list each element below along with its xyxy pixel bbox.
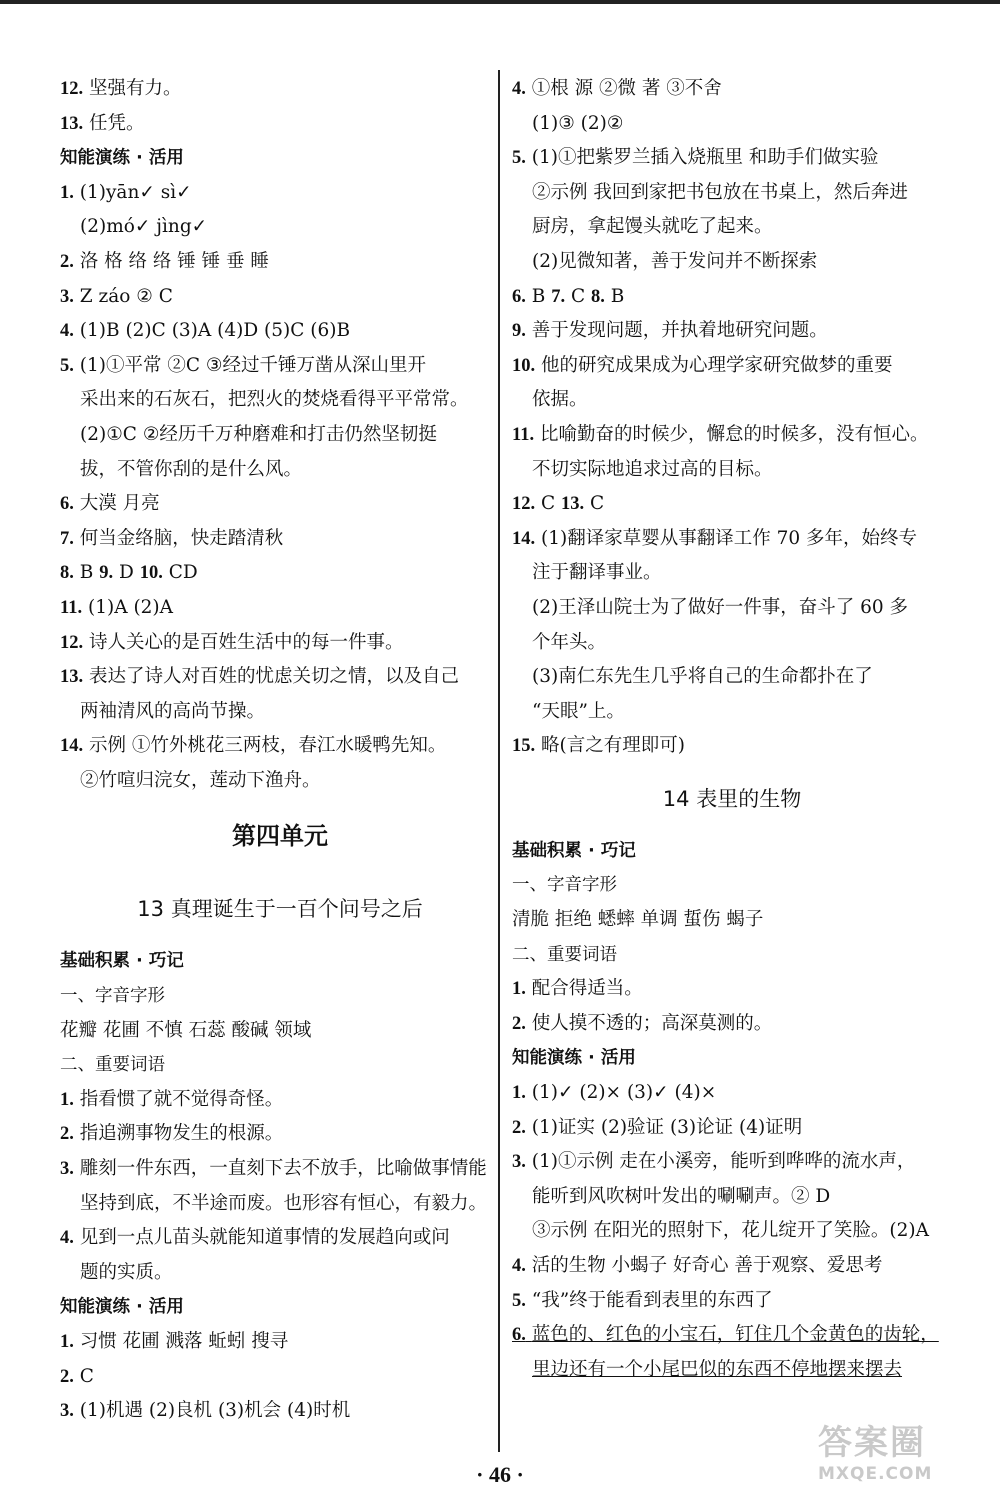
answer-text: C: [565, 285, 592, 307]
answer-line: [60, 314, 500, 349]
answer-text: 采出来的石灰石，把烈火的焚烧看得平平常常。: [80, 389, 469, 411]
answer-text: 注于翻译事业。: [532, 562, 662, 584]
answer-text: 清脆 拒绝 蟋蟀 单调 蜇伤 蝎子: [512, 909, 764, 931]
answer-line: [60, 1187, 500, 1222]
answer-text: “天眼”上。: [532, 700, 625, 722]
answer-line: [512, 1076, 952, 1111]
answer-line: [512, 1007, 952, 1042]
answer-number: 8.: [60, 563, 74, 584]
answer-line: [60, 487, 500, 522]
answer-line: [60, 1394, 500, 1429]
answer-line: [512, 210, 952, 245]
answer-line: [512, 695, 952, 730]
answer-number: 3.: [512, 1152, 526, 1173]
answer-text: C: [79, 1365, 94, 1387]
answer-text: 何当金络脑，快走踏清秋: [79, 527, 284, 549]
answer-text: 使人摸不透的；高深莫测的。: [531, 1012, 773, 1034]
answer-text: 指追溯事物发生的根源。: [79, 1123, 284, 1145]
answer-line: [60, 453, 500, 488]
left-column: [60, 72, 500, 1429]
answer-line: [512, 522, 952, 557]
answer-text: “我”终于能看到表里的东西了: [531, 1289, 773, 1311]
answer-text: 活的生物 小蝎子 好奇心 善于观察、爱思考: [531, 1255, 883, 1276]
answer-text: (1)B (2)C (3)A (4)D (5)C (6)B: [79, 320, 351, 342]
watermark-logo: [818, 1415, 988, 1497]
answer-number: 1.: [60, 1332, 74, 1352]
answer-text: B: [525, 285, 552, 307]
answer-number: 4.: [60, 321, 74, 342]
answer-line: [512, 903, 952, 938]
answer-number: 5.: [512, 1290, 526, 1311]
answer-text: (1)机遇 (2)良机 (3)机会 (4)时机: [79, 1400, 351, 1422]
answer-line: [512, 556, 952, 591]
subsection-header: 一、字音字形: [512, 875, 617, 896]
answer-text: Z záo ② C: [79, 285, 173, 307]
answer-text: (2)mó✓ jìng✓: [80, 216, 208, 238]
answer-number: 4.: [512, 1256, 526, 1276]
watermark-title: 答案圈: [818, 1423, 926, 1463]
answer-text: ②示例 我回到家把书包放在书桌上，然后奔进: [532, 181, 908, 203]
answer-number: 2.: [60, 1124, 74, 1145]
page-dot-left: ·: [476, 1462, 484, 1487]
answer-line: [60, 349, 500, 384]
answer-number: 1.: [512, 1083, 526, 1104]
answer-text: 花瓣 花圃 不慎 石蕊 酸碱 领域: [60, 1019, 312, 1041]
answer-text: CD: [162, 562, 198, 584]
answer-number: 10.: [512, 355, 536, 376]
answer-line: [60, 1256, 500, 1291]
answer-line: [512, 1214, 952, 1249]
unit-title: 第四单元: [232, 822, 328, 851]
answer-text: D: [113, 562, 140, 584]
answer-line: [512, 245, 952, 280]
answer-line: [60, 72, 500, 107]
answer-number: 4.: [512, 79, 526, 99]
answer-text: (3)南仁东先生几乎将自己的生命都扑在了: [532, 666, 873, 688]
answer-text: (1)翻译家草婴从事翻译工作 70 多年，始终专: [541, 527, 918, 549]
answer-line: [60, 107, 500, 142]
answer-text: (1)③ (2)②: [532, 112, 624, 134]
page-number-value: 46: [489, 1462, 511, 1487]
answer-text: 厨房，拿起馒头就吃了起来。: [532, 216, 773, 238]
answer-number: 14.: [512, 528, 536, 549]
answer-number: 11.: [512, 424, 535, 445]
answer-number: 13.: [60, 667, 84, 688]
answer-number: 14.: [60, 736, 84, 757]
answer-text: 能听到风吹树叶发出的唰唰声。② D: [532, 1185, 831, 1207]
answer-text: 洛 格 络 络 锤 锤 垂 睡: [79, 250, 269, 272]
right-column: [512, 72, 952, 1387]
answer-number: 2.: [512, 1013, 526, 1034]
answer-text: B: [604, 285, 625, 307]
answer-number: 12.: [512, 494, 536, 515]
answer-line: [512, 1145, 952, 1180]
page-dot-right: ·: [516, 1462, 524, 1487]
answer-text: (1)①把紫罗兰插入烧瓶里 和助手们做实验: [531, 147, 879, 169]
answer-line: [512, 349, 952, 384]
answer-text: ③示例 在阳光的照射下，花儿绽开了笑脸。(2)A: [532, 1220, 929, 1242]
watermark-url: MXQE.COM: [818, 1464, 933, 1484]
section-header: 知能演练 · 活用: [60, 148, 184, 169]
answer-line: [512, 383, 952, 418]
answer-number: 1.: [512, 979, 526, 1000]
answer-number: 6.: [512, 286, 526, 307]
answer-line: [60, 626, 500, 661]
answer-line: [60, 245, 500, 280]
answer-number: 2.: [60, 1366, 74, 1387]
answer-number: 13.: [60, 113, 84, 134]
answer-number: 5.: [512, 148, 526, 169]
answer-text: 配合得适当。: [531, 978, 643, 1000]
answer-number: 2.: [60, 251, 74, 272]
answer-text: 雕刻一件东西，一直刻下去不放手，比喻做事情能: [79, 1158, 487, 1180]
answer-line: [512, 314, 952, 349]
answer-text: (1)✓ (2)× (3)✓ (4)×: [531, 1082, 717, 1104]
answer-text: (2)①C ②经历千万种磨难和打击仍然坚韧挺: [80, 423, 437, 445]
section-header: 基础积累 · 巧记: [512, 840, 636, 861]
answer-text: 他的研究成果成为心理学家研究做梦的重要: [541, 354, 893, 376]
answer-line: [60, 1325, 500, 1360]
answer-line: [60, 1152, 500, 1187]
answer-text: 依据。: [532, 389, 588, 411]
answer-text: 里边还有一个小尾巴似的东西不停地摆来摆去: [532, 1358, 903, 1380]
answer-number: 4.: [60, 1228, 74, 1249]
answer-text: 略(言之有理即可): [541, 735, 685, 757]
answer-text: 比喻勤奋的时候少，懈怠的时候多，没有恒心。: [540, 423, 929, 445]
answer-number: 9.: [512, 321, 526, 342]
answer-line: [512, 1318, 952, 1353]
answer-line: [60, 1117, 500, 1152]
answer-number: 3.: [60, 1401, 74, 1422]
answer-line: [60, 383, 500, 418]
answer-line: [60, 1221, 500, 1256]
answer-line: [60, 1360, 500, 1395]
answer-number: 2.: [512, 1117, 526, 1138]
answer-line: [512, 280, 952, 315]
answer-line: [512, 1180, 952, 1215]
answer-line: [512, 1284, 952, 1319]
answer-number: 6.: [512, 1325, 526, 1346]
answer-text: (1)证实 (2)验证 (3)论证 (4)证明: [531, 1116, 803, 1138]
answer-text: 拔，不管你刮的是什么风。: [80, 458, 303, 480]
answer-text: 表达了诗人对百姓的忧虑关切之情，以及自己: [89, 666, 460, 688]
answer-text: (1)①平常 ②C ③经过千锤万凿从深山里开: [79, 354, 426, 376]
answer-text: 坚强有力。: [89, 78, 182, 99]
answer-number: 13.: [561, 494, 585, 515]
answer-line: [60, 1083, 500, 1118]
lesson-title: 14 表里的生物: [662, 786, 802, 811]
answer-line: [512, 626, 952, 661]
answer-line: [512, 591, 952, 626]
answer-line: [60, 591, 500, 626]
answer-number: 12.: [60, 79, 84, 99]
answer-number: 12.: [60, 632, 84, 653]
answer-line: [512, 176, 952, 211]
answer-text: 题的实质。: [80, 1261, 173, 1283]
subsection-header: 一、字音字形: [60, 986, 165, 1007]
answer-number: 11.: [60, 597, 83, 618]
subsection-header: 二、重要词语: [512, 944, 617, 965]
answer-text: 两袖清风的高尚节操。: [80, 700, 266, 722]
answer-text: B: [73, 562, 100, 584]
answer-line: [512, 1249, 952, 1284]
answer-text: 大漠 月亮: [79, 493, 160, 515]
answer-text: C: [535, 493, 562, 515]
answer-text: 指看惯了就不觉得奇怪。: [79, 1088, 284, 1110]
answer-line: [60, 556, 500, 591]
answer-line: [60, 418, 500, 453]
answer-number: 6.: [60, 494, 74, 515]
answer-line: [512, 107, 952, 142]
answer-number: 5.: [60, 355, 74, 376]
answer-line: [512, 972, 952, 1007]
answer-line: [512, 141, 952, 176]
section-header: 知能演练 · 活用: [512, 1048, 636, 1069]
answer-text: 见到一点儿苗头就能知道事情的发展趋向或问: [79, 1227, 450, 1249]
answer-number: 3.: [60, 286, 74, 307]
answer-text: 坚持到底，不半途而废。也形容有恒心，有毅力。: [80, 1192, 488, 1214]
answer-text: 示例 ①竹外桃花三两枝，春江水暖鸭先知。: [89, 735, 447, 757]
answer-number: 1.: [60, 1089, 74, 1110]
page-top-edge: [0, 0, 1000, 4]
answer-line: [512, 453, 952, 488]
answer-text: 诗人关心的是百姓生活中的每一件事。: [89, 631, 404, 653]
answer-text: (2)见微知著，善于发问并不断探索: [532, 250, 818, 272]
answer-number: 7.: [60, 528, 74, 549]
answer-text: 任凭。: [89, 112, 145, 134]
answer-line: [60, 210, 500, 245]
answer-text: 不切实际地追求过高的目标。: [532, 458, 773, 480]
answer-text: 个年头。: [532, 631, 607, 653]
answer-line: [60, 695, 500, 730]
answer-line: [512, 418, 952, 453]
answer-number: 3.: [60, 1159, 74, 1180]
answer-text: (2)王泽山院士为了做好一件事，奋斗了 60 多: [532, 596, 909, 618]
answer-line: [512, 1353, 952, 1388]
answer-line: [60, 1014, 500, 1049]
answer-number: 8.: [591, 286, 605, 307]
answer-line: [512, 72, 952, 107]
answer-line: [512, 487, 952, 522]
section-header: 知能演练 · 活用: [60, 1297, 184, 1318]
answer-line: [512, 660, 952, 695]
answer-text: C: [584, 493, 605, 515]
answer-text: 善于发现问题，并执着地研究问题。: [531, 320, 828, 342]
answer-line: [60, 280, 500, 315]
answer-line: [60, 764, 500, 799]
answer-number: 9.: [99, 563, 114, 584]
lesson-title: 13 真理诞生于一百个问号之后: [137, 897, 423, 922]
answer-line: [512, 1111, 952, 1146]
answer-line: [60, 176, 500, 211]
answer-line: [60, 660, 500, 695]
answer-line: [60, 522, 500, 557]
answer-text: (1)A (2)A: [88, 596, 174, 618]
answer-line: [60, 729, 500, 764]
answer-line: [512, 729, 952, 764]
answer-text: ①根 源 ②微 著 ③不舍: [531, 78, 722, 99]
column-divider: [498, 70, 500, 1452]
answer-number: 15.: [512, 736, 536, 757]
subsection-header: 二、重要词语: [60, 1055, 165, 1076]
answer-text: 习惯 花圃 溅落 蚯蚓 搜寻: [79, 1331, 289, 1352]
answer-number: 1.: [60, 182, 74, 203]
answer-text: 蓝色的、红色的小宝石，钉住几个金黄色的齿轮，: [531, 1324, 939, 1346]
answer-text: (1)yān✓ sì✓: [79, 181, 192, 203]
answer-text: ②竹喧归浣女，莲动下渔舟。: [80, 769, 321, 791]
answer-number: 7.: [551, 286, 566, 307]
section-header: 基础积累 · 巧记: [60, 951, 184, 972]
answer-number: 10.: [139, 563, 163, 584]
answer-text: (1)①示例 走在小溪旁，能听到哗哗的流水声，: [531, 1151, 916, 1173]
